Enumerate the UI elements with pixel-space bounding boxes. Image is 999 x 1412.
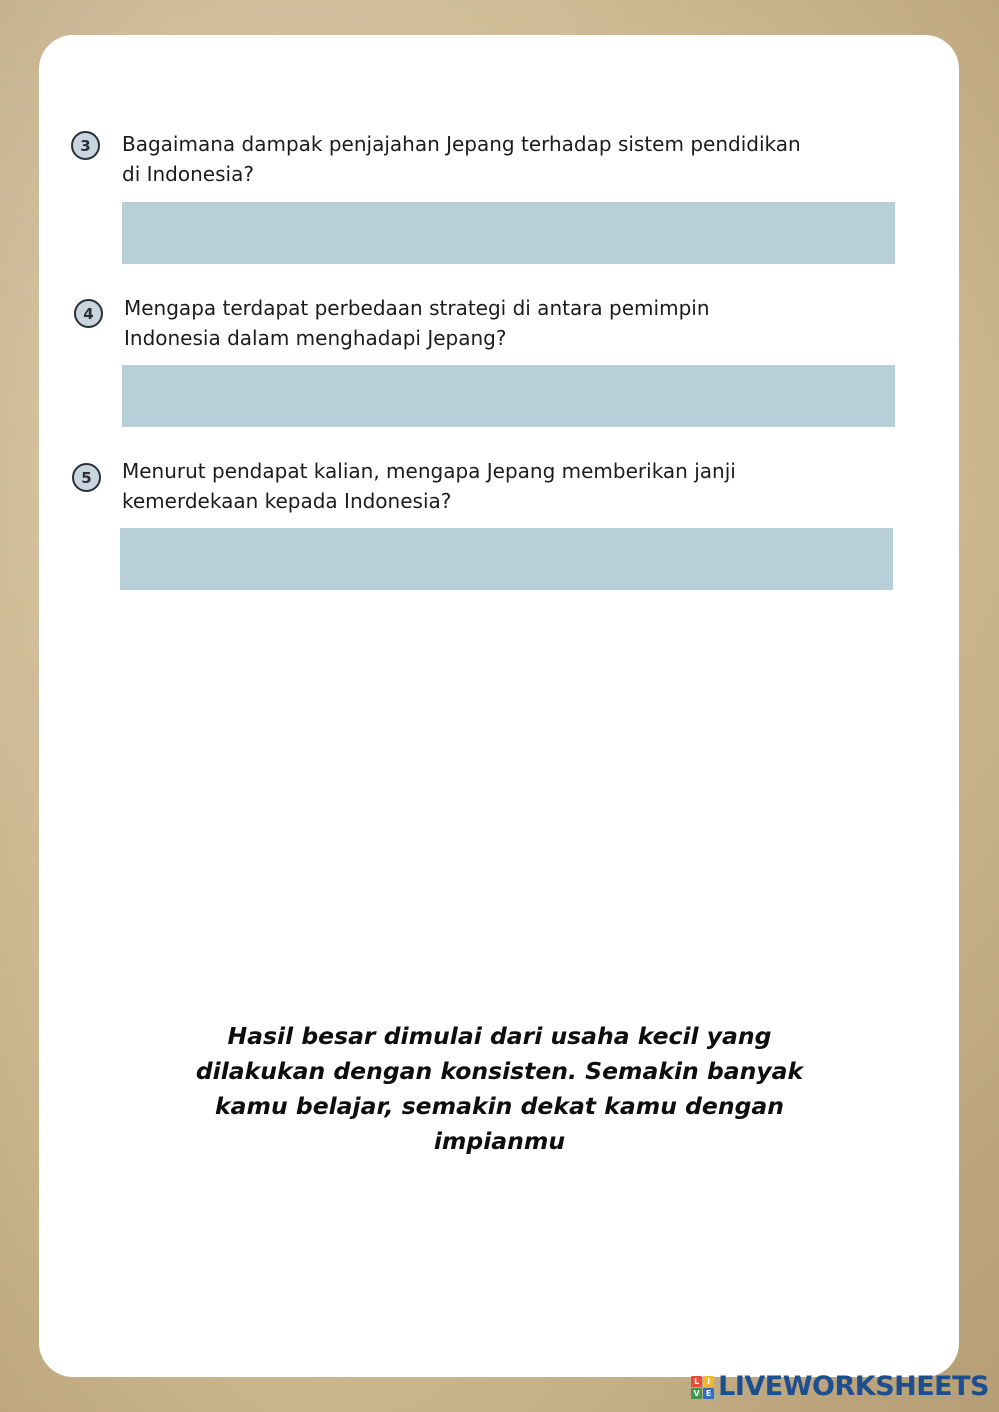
worksheet-card [39,35,959,1377]
liveworksheets-wordmark: LIVEWORKSHEETS [718,1371,989,1402]
answer-field-question-5[interactable] [120,528,893,590]
answer-field-question-3[interactable] [122,202,895,264]
liveworksheets-brand [691,1371,989,1403]
motivational-quote: Hasil besar dimulai dari usaha kecil yang dilakukan dengan konsisten. Semakin banyak kamu belajar, semakin dekat kamu dengan impianmu [195,1022,804,1155]
logo-letter-l: L [691,1376,702,1387]
logo-letter-v: V [691,1388,702,1399]
question-5-number-badge: 5 [72,463,101,492]
question-5-text: Menurut pendapat kalian, mengapa Jepang memberikan janji kemerdekaan kepada Indonesia? [122,459,736,513]
logo-letter-i: I [703,1376,714,1387]
question-4-text: Mengapa terdapat perbedaan strategi di antara pemimpin Indonesia dalam menghadapi Jepang? [124,296,710,350]
logo-letter-e: E [703,1388,714,1399]
answer-field-question-4[interactable] [122,365,895,427]
question-4-number-badge: 4 [74,299,103,328]
liveworksheets-logo-icon [691,1376,714,1399]
question-3-number-badge: 3 [71,131,100,160]
question-3-text: Bagaimana dampak penjajahan Jepang terhadap sistem pendidikan di Indonesia? [122,132,801,186]
